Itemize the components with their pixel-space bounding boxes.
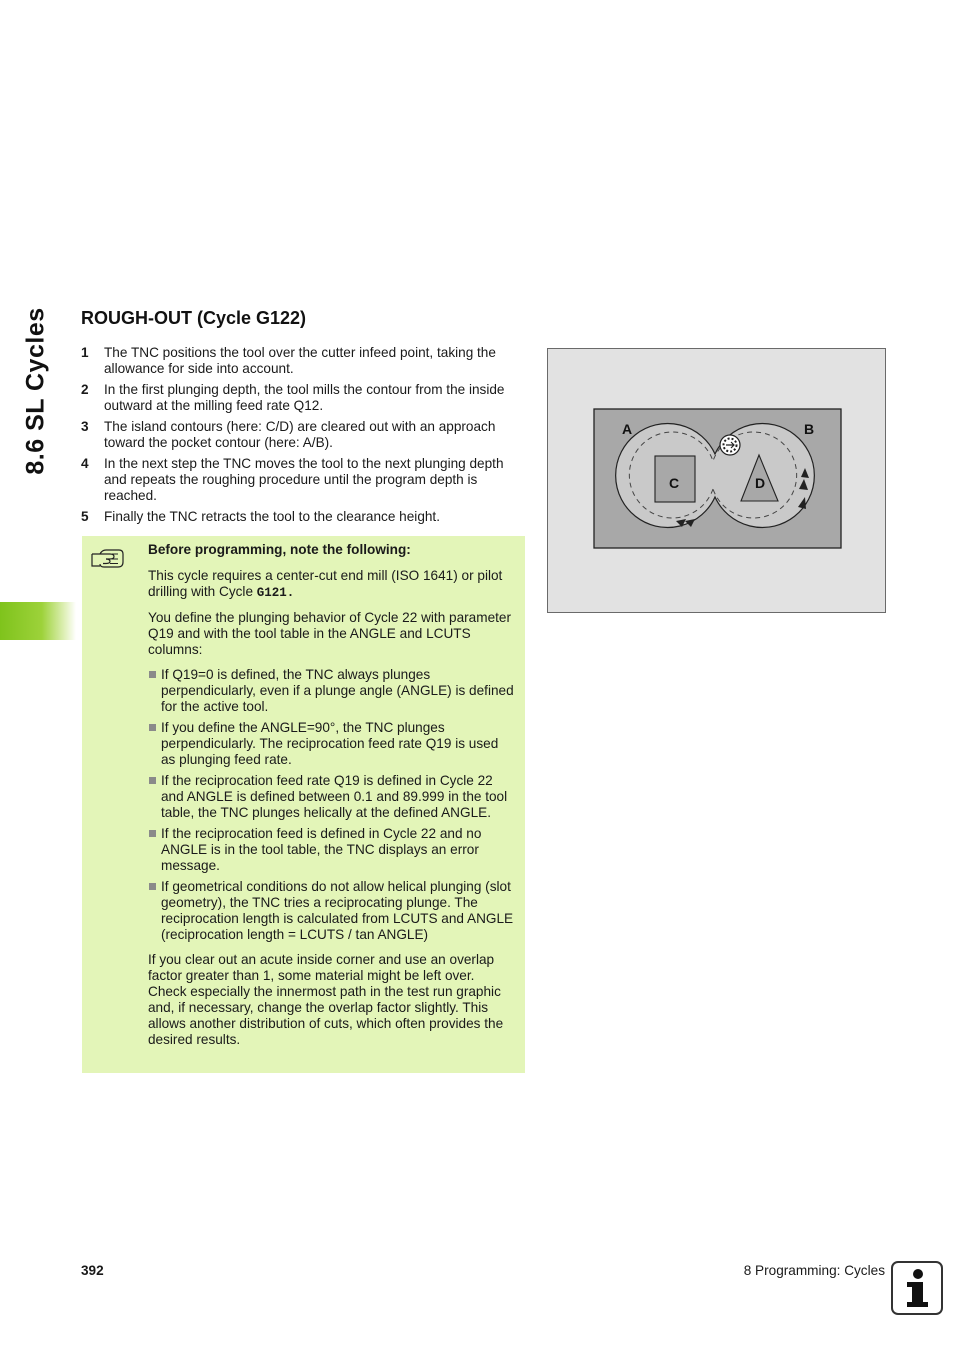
step-item bbox=[81, 509, 526, 525]
pointing-hand-icon bbox=[90, 546, 126, 570]
page-number: 392 bbox=[81, 1263, 104, 1278]
side-chapter-title: 8.6 SL Cycles bbox=[21, 307, 50, 475]
step-item bbox=[81, 456, 526, 504]
step-text: The TNC positions the tool over the cutter infeed point, taking the allowance for side into account. bbox=[104, 345, 496, 376]
label-d: D bbox=[755, 475, 766, 491]
note-paragraph: If you clear out an acute inside corner and use an overlap factor greater than 1, some material might be left over. Check especially the innermost path in the test run graphic and, if necessary, change the overlap factor slightly. This allows another distribution of cuts, which often provides the desired results. bbox=[148, 952, 504, 1047]
cycle-code: G121. bbox=[256, 586, 295, 600]
steps-list bbox=[81, 345, 526, 530]
step-item bbox=[81, 419, 526, 451]
step-number: 1 bbox=[81, 345, 89, 360]
bullet-item: If Q19=0 is defined, the TNC always plunges perpendicularly, even if a plunge angle (ANGLE) is defined for the active tool. bbox=[148, 667, 516, 715]
section-heading: ROUGH-OUT (Cycle G122) bbox=[81, 308, 307, 328]
note-bullet-list bbox=[148, 667, 516, 943]
step-item bbox=[81, 382, 526, 414]
info-icon[interactable] bbox=[891, 1261, 943, 1315]
note-paragraph: You define the plunging behavior of Cycle 22 with parameter Q19 and with the tool table in the ANGLE and LCUTS columns: bbox=[148, 610, 511, 657]
pocket-diagram bbox=[548, 349, 885, 612]
bullet-item: If the reciprocation feed rate Q19 is defined in Cycle 22 and ANGLE is defined between 0.1 and 89.999 in the tool table, the TNC plunges helically at the defined ANGLE. bbox=[148, 773, 516, 821]
bullet-item: If the reciprocation feed is defined in Cycle 22 and no ANGLE is in the tool table, the TNC displays an error message. bbox=[148, 826, 516, 874]
rough-out-figure bbox=[547, 348, 886, 613]
note-paragraph: This cycle requires a center-cut end mill (ISO 1641) or pilot drilling with Cycle G121. bbox=[148, 568, 503, 600]
note-heading: Before programming, note the following: bbox=[148, 542, 411, 557]
step-text: The island contours (here: C/D) are cleared out with an approach toward the pocket contour (here: A/B). bbox=[104, 419, 496, 450]
step-item bbox=[81, 345, 526, 377]
step-number: 2 bbox=[81, 382, 89, 397]
step-number: 3 bbox=[81, 419, 89, 434]
step-number: 5 bbox=[81, 509, 89, 524]
step-number: 4 bbox=[81, 456, 89, 471]
chapter-footer: 8 Programming: Cycles bbox=[743, 1263, 885, 1278]
step-text: In the next step the TNC moves the tool to the next plunging depth and repeats the roughing procedure until the program depth is reached. bbox=[104, 456, 504, 503]
step-text: In the first plunging depth, the tool mills the contour from the inside outward at the milling feed rate Q12. bbox=[104, 382, 505, 413]
note-box bbox=[82, 536, 525, 1073]
bullet-item: If you define the ANGLE=90°, the TNC plunges perpendicularly. The reciprocation feed rate Q19 is used as plunging feed rate. bbox=[148, 720, 516, 768]
step-text: Finally the TNC retracts the tool to the clearance height. bbox=[104, 509, 440, 524]
bullet-item: If geometrical conditions do not allow helical plunging (slot geometry), the TNC tries a reciprocating plunge. The reciprocation length is calculated from LCUTS and ANGLE (reciprocation length = LCUTS / tan ANGLE) bbox=[148, 879, 516, 943]
label-b: B bbox=[804, 421, 815, 437]
label-c: C bbox=[669, 475, 680, 491]
chapter-tab-marker bbox=[0, 602, 76, 640]
info-glyph bbox=[893, 1263, 941, 1313]
label-a: A bbox=[622, 421, 633, 437]
